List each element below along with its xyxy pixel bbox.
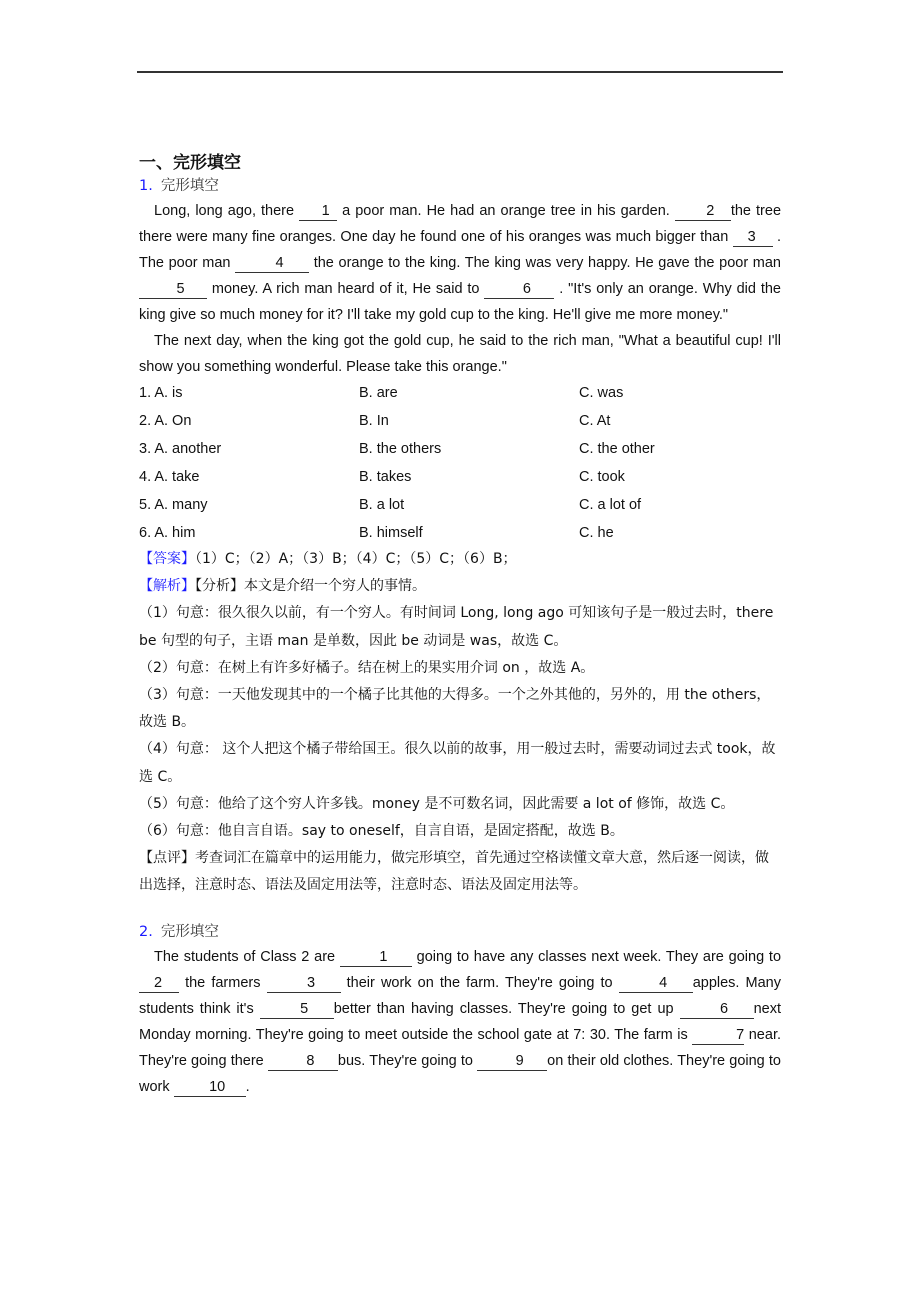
analysis-comment: 【点评】考查词汇在篇章中的运用能力，做完形填空，首先通过空格读懂文章大意，然后逐一阅读，做出选择，注意时态、语法及固定用法等，注意时态、语法及固定用法等。: [139, 850, 769, 894]
section-title: 一、完形填空: [139, 153, 241, 173]
answer-line: [139, 546, 781, 573]
question-1: [139, 176, 781, 900]
blank-8: 8: [268, 1052, 338, 1071]
passage-text: money. A rich man heard of it, He said to: [207, 281, 485, 297]
question-header: [139, 176, 781, 198]
analysis-item-1: （1）句意：很久很久以前，有一个穷人。有时间词 Long, long ago 可知该句子是一般过去时，there be 句型的句子，主语 man 是单数，因此 be 动词是 was，故选 C。: [139, 605, 774, 649]
passage-text: their work on the farm. They're going to: [340, 974, 619, 991]
question-header: [139, 922, 781, 944]
answer-text: （1）C；（2）A；（3）B；（4）C；（5）C；（6）B；: [195, 551, 517, 567]
option-2c: C. At: [579, 413, 611, 429]
analysis-summary: [139, 573, 781, 600]
option-4a: 4. A. take: [139, 469, 200, 485]
blank-3: 3: [733, 228, 773, 247]
option-4c: C. took: [579, 469, 625, 485]
option-1b: B. are: [359, 385, 398, 401]
passage-paragraph: [139, 944, 781, 1100]
analysis-item-4: （4）句意： 这个人把这个橘子带给国王。很久以前的故事，用一般过去时，需要动词过去式 took，故选 C。: [139, 741, 776, 785]
blank-2: 2: [139, 974, 179, 993]
option-3a: 3. A. another: [139, 441, 222, 457]
blank-5: 5: [260, 1000, 334, 1019]
passage-text: apples. Many students think it's: [139, 974, 781, 1017]
option-1c: C. was: [579, 385, 624, 401]
analysis-item-3: （3）句意：一天他发现其中的一个橘子比其他的大得多。一个之外其他的，另外的，用 the others，故选 B。: [139, 687, 771, 731]
blank-6: 6: [680, 1000, 754, 1019]
question-number: 1.: [139, 178, 153, 194]
option-2b: B. In: [359, 413, 389, 429]
passage-text: The students of Class 2 are: [154, 948, 340, 965]
question-type-label: 完形填空: [160, 178, 219, 194]
passage-text: bus. They're going to: [337, 1052, 478, 1069]
option-5c: C. a lot of: [579, 497, 642, 513]
blank-2: 2: [675, 202, 731, 221]
passage-text: . The poor man: [139, 229, 782, 271]
blank-1: 1: [299, 202, 337, 221]
passage-text: next Monday morning. They're going to meet outside the school gate at 7: 30. The farm is: [139, 1000, 781, 1043]
question-number: 2.: [139, 923, 153, 940]
blank-5: 5: [139, 280, 207, 299]
passage-text: a poor man. He had an orange tree in his garden.: [337, 203, 675, 219]
options-grid: [139, 380, 781, 546]
option-5a: 5. A. many: [139, 497, 208, 513]
option-6b: B. himself: [359, 525, 423, 541]
analysis-tag: 【解析】: [139, 578, 195, 595]
option-3c: C. the other: [579, 441, 655, 457]
option-4b: B. takes: [359, 469, 412, 485]
blank-7: 7: [692, 1026, 744, 1045]
page-header-rule: [137, 71, 783, 73]
document-body: [139, 150, 781, 1100]
passage-paragraph: [139, 198, 781, 328]
option-6a: 6. A. him: [139, 525, 196, 541]
question-2: [139, 922, 781, 1100]
passage-paragraph: The next day, when the king got the gold cup, he said to the rich man, "What a beautiful cup! I'll show you something wonderful. Please take this orange.": [139, 333, 781, 375]
analysis-item-5: （5）句意：他给了这个穷人许多钱。money 是不可数名词，因此需要 a lot of 修饰，故选 C。: [139, 795, 735, 812]
blank-4: 4: [619, 974, 693, 993]
passage-text: on their old clothes. They're going to work: [139, 1052, 781, 1095]
analysis-item-2: （2）句意：在树上有许多好橘子。结在树上的果实用介词 on ，故选 A。: [139, 659, 595, 676]
passage-text: . "It's only an orange. Why did the king give so much money for it? I'll take my gold cup to the king. He'll give me more money.": [139, 281, 781, 323]
question-type-label: 完形填空: [160, 923, 219, 940]
passage-text: the tree there were many fine oranges. One day he found one of his oranges was much bigger than: [139, 203, 782, 245]
spacer: [139, 900, 781, 922]
answer-analysis: [139, 546, 781, 900]
blank-1: 1: [340, 948, 412, 967]
analysis-summary-text: 【分析】本文是介绍一个穷人的事情。: [195, 578, 426, 595]
passage-text: near. They're going there: [139, 1026, 781, 1069]
answer-tag: 【答案】: [139, 551, 195, 567]
blank-4: 4: [235, 254, 309, 273]
analysis-item-6: （6）句意：他自言自语。say to oneself，自言自语，是固定搭配，故选 B。: [139, 823, 624, 840]
passage-text: going to have any classes next week. They are going to: [411, 948, 782, 965]
blank-6: 6: [484, 280, 554, 299]
blank-9: 9: [477, 1052, 547, 1071]
passage-text: better than having classes. They're going to get up: [333, 1000, 680, 1017]
option-5b: B. a lot: [359, 497, 405, 513]
option-2a: 2. A. On: [139, 413, 192, 429]
passage-text: the farmers: [179, 974, 267, 991]
option-1a: 1. A. is: [139, 385, 183, 401]
blank-3: 3: [267, 974, 341, 993]
passage-text: the orange to the king. The king was very happy. He gave the poor man: [309, 255, 781, 271]
passage-text: Long, long ago, there: [154, 203, 300, 219]
passage-text: .: [245, 1078, 250, 1095]
blank-10: 10: [174, 1078, 246, 1097]
option-3b: B. the others: [359, 441, 442, 457]
option-6c: C. he: [579, 525, 614, 541]
